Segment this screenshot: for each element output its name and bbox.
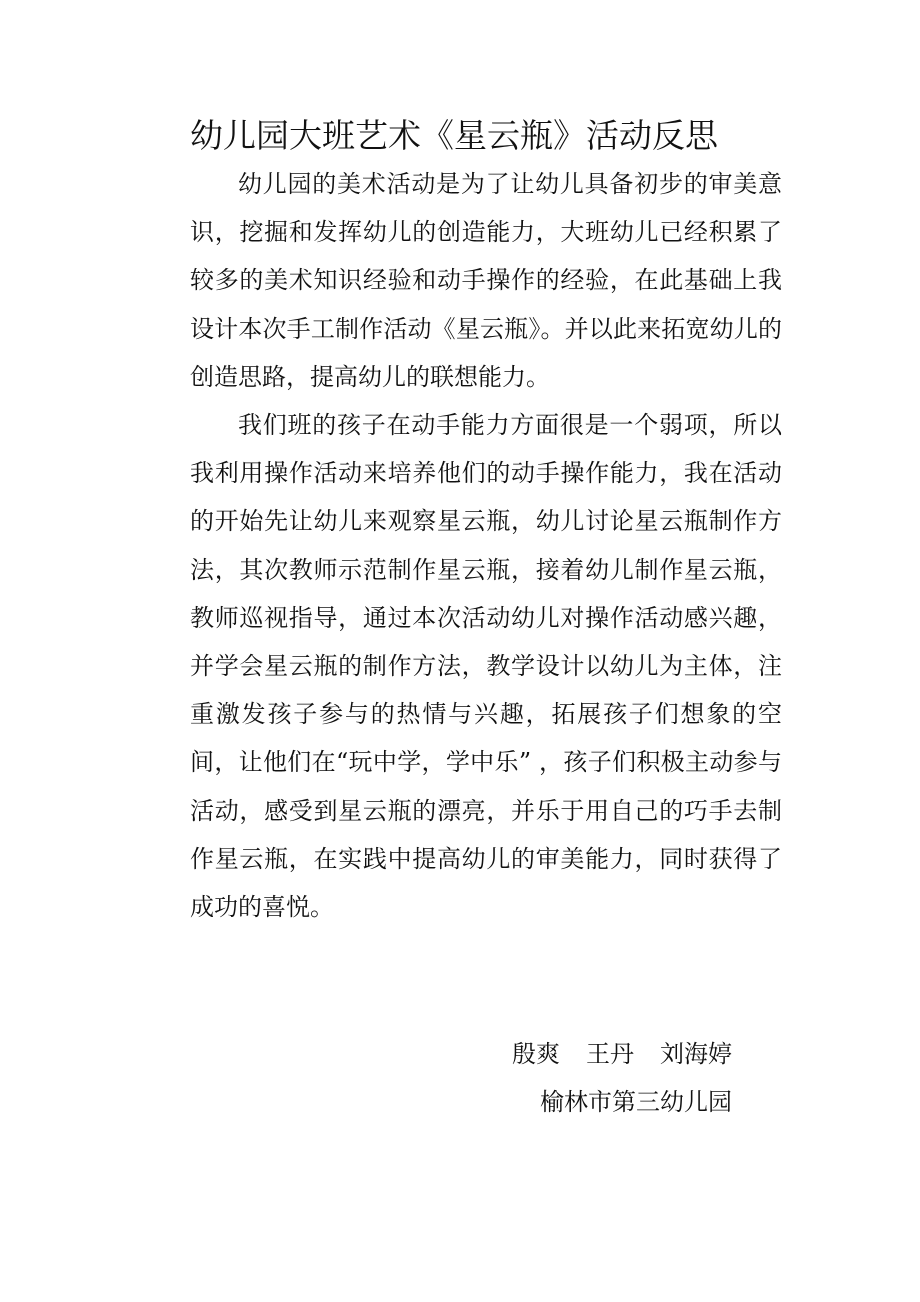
- paragraph-2: 我们班的孩子在动手能力方面很是一个弱项，所以我利用操作活动来培养他们的动手操作能力，我在活动的开始先让幼儿来观察星云瓶，幼儿讨论星云瓶制作方法，其次教师示范制作星云瓶，接着幼儿制作星云瓶，教师巡视指导，通过本次活动幼儿对操作活动感兴趣，并学会星云瓶的制作方法，教学设计以幼儿为主体，注重激发孩子参与的热情与兴趣，拓展孩子们想象的空间，让他们在“玩中学，学中乐” ，孩子们积极主动参与活动，感受到星云瓶的漂亮，并乐于用自己的巧手去制作星云瓶，在实践中提高幼儿的审美能力，同时获得了成功的喜悦。: [190, 411, 782, 922]
- signature-block: [440, 1030, 732, 1126]
- document-title: 幼儿园大班艺术《星云瓶》活动反思: [190, 116, 718, 155]
- author-name: 刘海婷: [660, 1040, 732, 1068]
- paragraph-1: 幼儿园的美术活动是为了让幼儿具备初步的审美意识，挖掘和发挥幼儿的创造能力，大班幼儿已经积累了较多的美术知识经验和动手操作的经验，在此基础上我设计本次手工制作活动《星云瓶》。并以此来拓宽幼儿的创造思路，提高幼儿的联想能力。: [190, 170, 782, 391]
- author-name: 王丹: [586, 1040, 634, 1068]
- author-name: 殷爽: [512, 1040, 560, 1068]
- author-names: [440, 1030, 732, 1078]
- document-body: [190, 160, 782, 931]
- organization-name: 榆林市第三幼儿园: [540, 1088, 732, 1116]
